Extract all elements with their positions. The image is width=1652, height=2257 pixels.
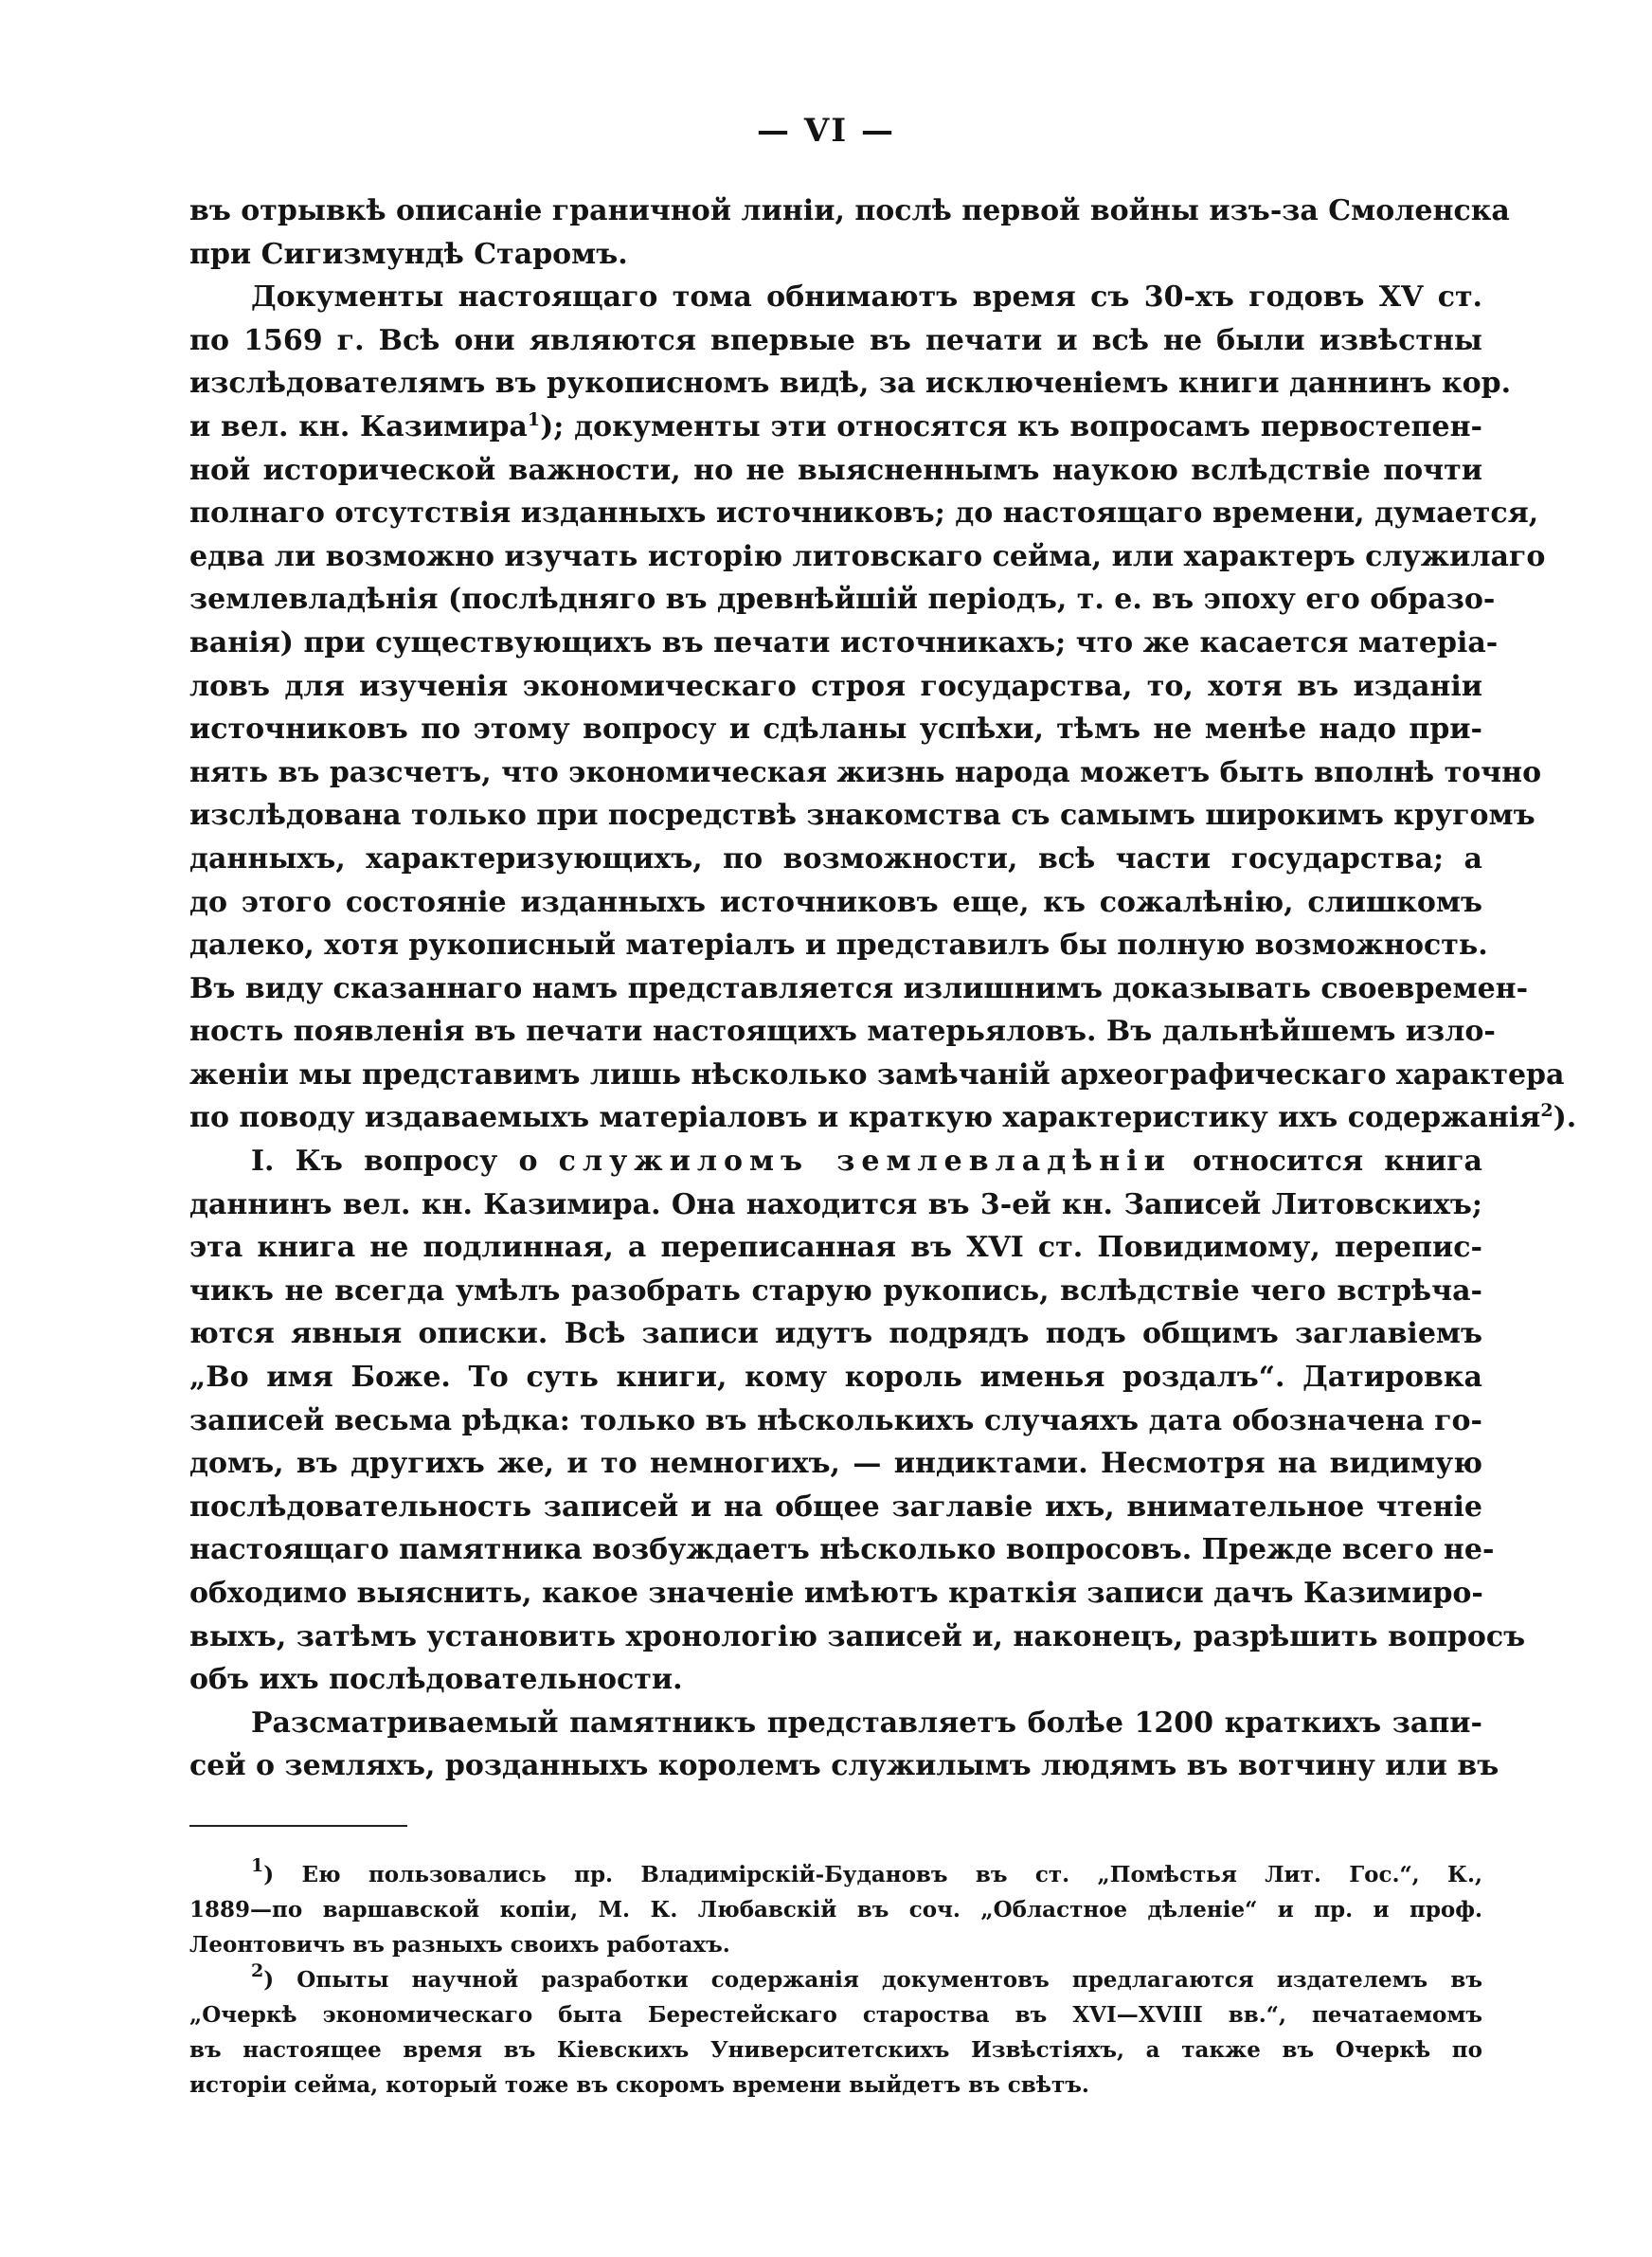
footnote-divider: [189, 1825, 407, 1827]
text-line: изслѣдована только при посредствѣ знакомства съ самымъ широкимъ кругомъ: [189, 799, 1535, 833]
text-line: Документы настоящаго тома обнимаютъ время съ 30-хъ годовъ XV ст.: [251, 280, 1482, 315]
footnote-line: исторіи сейма, который тоже въ скоромъ времени выйдетъ въ свѣтъ.: [189, 2072, 1089, 2098]
text-line: послѣдовательность записей и на общее заглавіе ихъ, внимательное чтеніе: [189, 1490, 1482, 1524]
text-line: домъ, въ другихъ же, и то немногихъ, — индиктами. Несмотря на видимую: [189, 1447, 1482, 1481]
text-line: „Во имя Боже. То суть книги, кому король именья роздалъ“. Датировка: [189, 1361, 1482, 1395]
text-line: [189, 1140, 1482, 1183]
text-line: въ отрывкѣ описаніе граничной линіи, послѣ первой войны изъ-за Смоленска: [189, 194, 1510, 227]
footnote-line: „Очеркѣ экономическаго быта Берестейскаго староства въ XVI—XVIII вв.“, печатаемомъ: [189, 2002, 1482, 2028]
text-line: полнаго отсутствія изданныхъ источниковъ; до настоящаго времени, думается,: [189, 497, 1539, 531]
text-fragment: I. Къ вопросу о: [251, 1145, 538, 1179]
footnote-line: Леонтовичъ въ разныхъ своихъ работахъ.: [189, 1932, 730, 1958]
footnote-line: [189, 1857, 1482, 1892]
footnote-ref: 2: [1540, 1100, 1553, 1122]
text-line: едва ли возможно изучать исторію литовскаго сейма, или характеръ служилаго: [189, 539, 1546, 573]
text-line: Разсматриваемый памятникъ представляетъ болѣе 1200 краткихъ запи-: [251, 1706, 1482, 1740]
text-line: ванія) при существующихъ въ печати источникахъ; что же касается матеріа-: [189, 625, 1499, 659]
footnote-mark: 2: [251, 1960, 264, 1981]
footnote-line: въ настоящее время въ Кіевскихъ Университетскихъ Извѣстіяхъ, а также въ Очеркѣ по: [189, 2037, 1482, 2063]
footnote-text: ) Ею пользовались пр. Владимірскій-Будановъ въ ст. „Помѣстья Лит. Гос.“, К.,: [263, 1862, 1482, 1887]
text-line: далеко, хотя рукописный матеріалъ и представилъ бы полную возможность.: [189, 929, 1488, 963]
text-line: нять въ разсчетъ, что экономическая жизнь народа можетъ быть вполнѣ точно: [189, 755, 1542, 789]
text-fragment: ).: [1553, 1101, 1577, 1135]
footnote-line: [189, 1962, 1482, 1997]
text-line: женіи мы представимъ лишь нѣсколько замѣчаній археографическаго характера: [189, 1057, 1565, 1092]
footnote-text: ) Опыты научной разработки содержанія документовъ предлагаются издателемъ въ: [263, 1967, 1482, 1993]
text-line: до этого состояніе изданныхъ источниковъ еще, къ сожалѣнію, слишкомъ: [189, 885, 1482, 919]
text-line: чикъ не всегда умѣлъ разобрать старую рукопись, вслѣдствіе чего встрѣча-: [189, 1273, 1482, 1308]
text-line: ной исторической важности, но не выясненнымъ наукою вслѣдствіе почти: [189, 453, 1482, 487]
text-line: Въ виду сказаннаго намъ представляется излишнимъ доказывать своевремен-: [189, 971, 1529, 1005]
text-line: [189, 1096, 1577, 1140]
text-line: землевладѣнія (послѣдняго въ древнѣйшій періодъ, т. е. въ эпоху его образо-: [189, 583, 1496, 617]
text-line: записей весьма рѣдка: только въ нѣсколькихъ случаяхъ дата обозначена го-: [189, 1403, 1482, 1437]
text-fragment: ); документы эти относятся къ вопросамъ первостепен-: [540, 409, 1482, 443]
footnotes: [189, 1857, 1482, 2103]
text-line: ются явныя описки. Всѣ записи идутъ подрядъ подъ общимъ заглавіемъ: [189, 1317, 1482, 1351]
text-line: выхъ, затѣмъ установить хронологію записей и, наконецъ, разрѣшить вопросъ: [189, 1619, 1526, 1653]
text-line: по 1569 г. Всѣ они являются впервые въ печати и всѣ не были извѣстны: [189, 323, 1482, 357]
text-line: изслѣдователямъ въ рукописномъ видѣ, за исключеніемъ книги даннинъ кор.: [189, 367, 1512, 401]
text-line: [189, 406, 1482, 449]
text-line: при Сигизмундѣ Старомъ.: [189, 237, 628, 271]
page-number: — VI —: [757, 112, 895, 150]
text-line: обходимо выяснить, какое значеніе имѣютъ краткія записи дачъ Казимиро-: [189, 1577, 1483, 1610]
footnote-line: 1889—по варшавской копіи, М. К. Любавскій въ соч. „Областное дѣленіе“ и пр. и проф.: [189, 1897, 1482, 1923]
text-line: объ ихъ послѣдовательности.: [189, 1663, 683, 1697]
text-line: данныхъ, характеризующихъ, по возможности, всѣ части государства; а: [189, 841, 1482, 876]
spaced-term: служиломъ землевладѣніи: [558, 1145, 1172, 1179]
text-fragment: по поводу издаваемыхъ матеріаловъ и краткую характеристику ихъ содержанія: [189, 1101, 1541, 1135]
footnote-mark: 1: [251, 1855, 264, 1876]
text-line: ловъ для изученія экономическаго строя государства, то, хотя въ изданіи: [189, 669, 1482, 703]
text-fragment: относится книга: [1193, 1145, 1482, 1179]
text-line: ность появленія въ печати настоящихъ матерьяловъ. Въ дальнѣйшемъ изло-: [189, 1015, 1496, 1049]
text-line: настоящаго памятника возбуждаетъ нѣсколько вопросовъ. Прежде всего не-: [189, 1533, 1495, 1567]
text-line: источниковъ по этому вопросу и сдѣланы успѣхи, тѣмъ не менѣе надо при-: [189, 713, 1482, 747]
text-line: даннинъ вел. кн. Казимира. Она находится въ 3-ей кн. Записей Литовскихъ;: [189, 1187, 1482, 1221]
text-line: сей о земляхъ, розданныхъ королемъ служилымъ людямъ въ вотчину или въ: [189, 1749, 1499, 1783]
footnote-ref: 1: [527, 408, 541, 430]
text-fragment: и вел. кн. Казимира: [189, 409, 528, 443]
text-line: эта книга не подлинная, а переписанная въ XVI ст. Повидимому, перепис-: [189, 1231, 1482, 1265]
body-text: [189, 190, 1577, 1788]
